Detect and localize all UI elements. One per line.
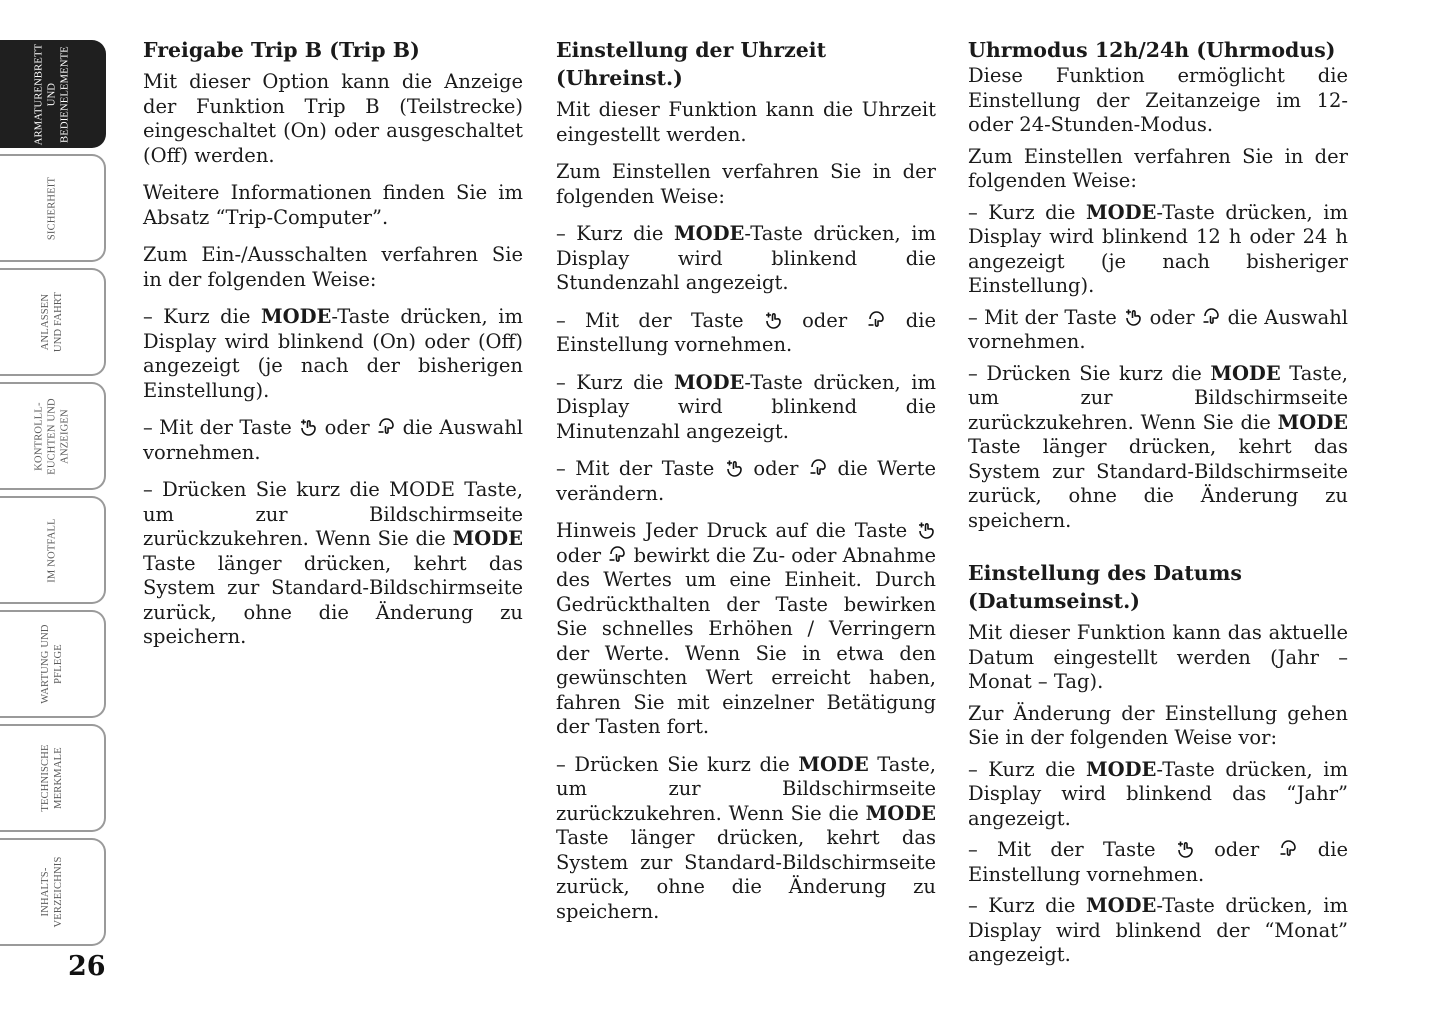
tab-armaturenbrett[interactable] (0, 40, 106, 148)
plus-button-icon (763, 310, 783, 330)
minus-button-icon (607, 545, 627, 565)
step-paragraph: – Mit der Taste oder die Auswahl vornehmen. (968, 305, 1349, 353)
plus-button-icon (1123, 307, 1143, 327)
column-trip-b (143, 36, 523, 663)
paragraph: Mit dieser Option kann die Anzeige der Funktion Trip B (Teilstrecke) eingeschaltet (On) oder ausgeschaltet (Off) werden. (143, 70, 523, 167)
minus-button-icon (1278, 839, 1298, 859)
tab-wartung[interactable] (0, 610, 106, 718)
paragraph: Zum Einstellen verfahren Sie in der folgenden Weise: (556, 160, 936, 208)
minus-button-icon (1201, 307, 1221, 327)
tab-label: ANLASSEN UND FAHRT (40, 291, 64, 353)
paragraph: Weitere Informationen finden Sie im Absatz “Trip-Computer”. (143, 181, 523, 229)
tab-technische-merkmale[interactable] (0, 724, 106, 832)
step-paragraph: – Drücken Sie kurz die MODE Taste, um zur Bildschirmseite zurückzukehren. Wenn Sie die MODE Taste länger drücken, kehrt das System zur Standard-Bildschirmseite zurück, ohne die Änderung zu speichern. (556, 752, 936, 923)
step-paragraph: – Drücken Sie kurz die MODE Taste, um zur Bildschirmseite zurückzukehren. Wenn Sie die MODE Taste länger drücken, kehrt das System zur Standard-Bildschirmseite zurück, ohne die Änderung zu speichern. (143, 478, 523, 648)
tab-label: WARTUNG UND PFLEGE (40, 624, 64, 704)
tab-notfall[interactable] (0, 496, 106, 604)
paragraph: Diese Funktion ermöglicht die Einstellung der Zeitanzeige im 12- oder 24-Stunden-Modus. (968, 64, 1348, 136)
tab-anlassen[interactable] (0, 268, 106, 376)
section-heading: Einstellung der Uhrzeit (Uhreinst.) (556, 38, 827, 90)
tab-label: TECHNISCHE MERKMALE (40, 744, 64, 812)
plus-button-icon (1175, 839, 1195, 859)
section-heading: Einstellung des Datums (Datumseinst.) (968, 561, 1242, 613)
plus-button-icon (916, 520, 936, 540)
step-paragraph: – Mit der Taste oder die Werte verändern. (556, 457, 936, 505)
step-paragraph: – Drücken Sie kurz die MODE Taste, um zur Bildschirmseite zurückzukehren. Wenn Sie die MODE Taste länger drücken, kehrt das System zur Standard-Bildschirmseite zurück, ohne die Änderung zu speichern. (968, 361, 1348, 532)
plus-button-icon (298, 417, 318, 437)
column-uhrzeit (556, 36, 936, 937)
minus-button-icon (808, 458, 828, 478)
section-heading: Uhrmodus 12h/24h (Uhrmodus) (968, 38, 1336, 62)
section-heading: Freigabe Trip B (Trip B) (143, 38, 420, 62)
step-paragraph: – Mit der Taste oder die Auswahl vornehmen. (143, 416, 524, 464)
tab-sicherheit[interactable] (0, 154, 106, 262)
step-paragraph: – Kurz die MODE-Taste drücken, im Display wird blinkend das “Jahr” angezeigt. (968, 757, 1349, 830)
tab-label: KONTROLLL- EUCHTEN UND ANZEIGEN (33, 397, 71, 475)
tab-label: SICHERHEIT (46, 176, 58, 240)
tab-label: IM NOTFALL (46, 517, 58, 583)
paragraph: Mit dieser Funktion kann die Uhrzeit eingestellt werden. (556, 98, 936, 146)
minus-button-icon (376, 417, 396, 437)
plus-button-icon (724, 458, 744, 478)
page-number: 26 (68, 951, 106, 982)
step-paragraph: – Kurz die MODE-Taste drücken, im Display wird blinkend 12 h oder 24 h angezeigt (je nach bisheriger Einstellung). (968, 200, 1349, 297)
step-paragraph: – Kurz die MODE-Taste drücken, im Display wird blinkend die Stundenzahl angezeigt. (556, 222, 937, 294)
column-uhrmodus-datum (968, 36, 1348, 975)
paragraph: Mit dieser Funktion kann das aktuelle Datum eingestellt werden (Jahr – Monat – Tag). (968, 621, 1348, 693)
note-paragraph: Hinweis Jeder Druck auf die Taste oder bewirkt die Zu- oder Abnahme des Wertes um eine Einheit. Durch Gedrückthalten der Taste bewirken Sie schnelles Erhöhen / Verringern der Werte. Wenn Sie in etwa den gewünschten Wert erreicht haben, fahren Sie mit einzelner Betätigung der Tasten fort. (556, 519, 936, 738)
paragraph: Zum Einstellen verfahren Sie in der folgenden Weise: (968, 144, 1348, 192)
step-paragraph: – Mit der Taste oder die Einstellung vornehmen. (556, 308, 936, 356)
tab-inhaltsverzeichnis[interactable] (0, 838, 106, 946)
step-paragraph: – Kurz die MODE-Taste drücken, im Display wird blinkend (On) oder (Off) angezeigt (je nach der bisherigen Einstellung). (143, 305, 524, 402)
paragraph: Zum Ein-/Ausschalten verfahren Sie in der folgenden Weise: (143, 243, 523, 291)
tab-kontrollleuchten[interactable] (0, 382, 106, 490)
tab-label: ARMATURENBRETT UND BEDIENELEMENTE (33, 43, 71, 145)
step-paragraph: – Kurz die MODE-Taste drücken, im Display wird blinkend der “Monat” angezeigt. (968, 894, 1349, 966)
step-paragraph: – Kurz die MODE-Taste drücken, im Display wird blinkend die Minutenzahl angezeigt. (556, 370, 937, 443)
minus-button-icon (866, 310, 886, 330)
paragraph: Zur Änderung der Einstellung gehen Sie in der folgenden Weise vor: (968, 701, 1348, 749)
step-paragraph: – Mit der Taste oder die Einstellung vornehmen. (968, 838, 1348, 886)
tab-label: INHALTS- VERZEICHNIS (40, 856, 64, 928)
